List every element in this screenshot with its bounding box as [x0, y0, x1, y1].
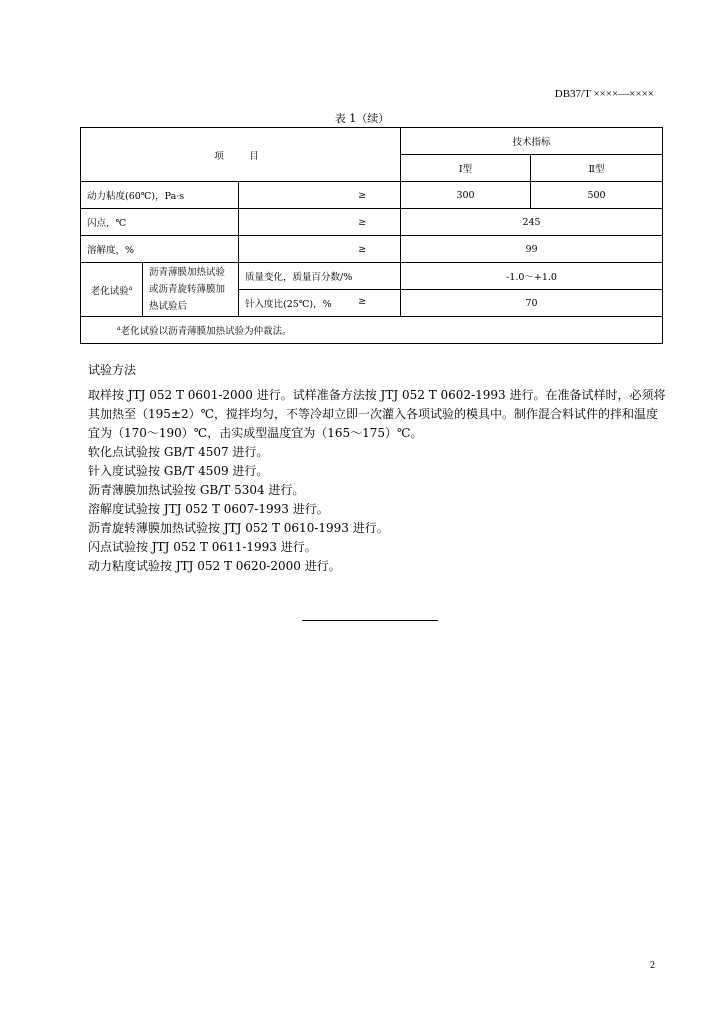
paragraph: 软化点试验按 GB/T 4507 进行。 [88, 445, 269, 459]
test-methods-body [88, 386, 668, 576]
aging-method: 沥青薄膜加热试验或沥青旋转薄膜加热试验后 [143, 263, 239, 317]
document-code: DB37/T ××××—×××× [554, 88, 654, 100]
solubility-value: 99 [401, 236, 663, 263]
footnote-sup: a [117, 324, 121, 332]
aging-label-sup: a [128, 284, 133, 292]
penetration-ratio-text: 针入度比(25℃)，% [245, 299, 332, 310]
mass-change-value: -1.0～+1.0 [401, 263, 663, 290]
viscosity-label: 动力粘度(60℃)，Pa·s [81, 182, 239, 209]
paragraph: 针入度试验按 GB/T 4509 进行。 [88, 464, 269, 478]
flash-op: ≥ [239, 209, 401, 236]
section-heading: 试验方法 [88, 363, 137, 377]
flash-value: 245 [401, 209, 663, 236]
solubility-label: 溶解度，% [81, 236, 239, 263]
aging-label [81, 263, 143, 317]
item-header: 项 目 [81, 128, 401, 182]
viscosity-type1: 300 [401, 182, 531, 209]
flash-label: 闪点，℃ [81, 209, 239, 236]
paragraph: 溶解度试验按 JTJ 052 T 0607-1993 进行。 [88, 502, 329, 516]
table-header-row [81, 128, 663, 155]
table-row [81, 263, 663, 290]
paragraph: 取样按 JTJ 052 T 0601-2000 进行。试样准备方法按 JTJ 052 T 0602-1993 进行。在准备试样时，必须将其加热至（195±2）℃，搅拌均匀，不等冷却立即一次灌入各项试验的模具中。制作混合料试件的拌和温度宜为（170～190）℃，击实成型温度宜为（165～175）℃。 [88, 388, 666, 440]
table-row [81, 236, 663, 263]
solubility-op: ≥ [239, 236, 401, 263]
end-rule [302, 620, 438, 621]
paragraph: 沥青薄膜加热试验按 GB/T 5304 进行。 [88, 483, 305, 497]
type2-header: Ⅱ型 [531, 155, 663, 182]
penetration-ratio-op: ≥ [358, 296, 367, 307]
aging-label-text: 老化试验 [90, 285, 129, 297]
paragraph: 沥青旋转薄膜加热试验按 JTJ 052 T 0610-1993 进行。 [88, 521, 389, 535]
footnote-text: 老化试验以沥青薄膜加热试验为仲裁法。 [120, 326, 292, 337]
paragraph: 闪点试验按 JTJ 052 T 0611-1993 进行。 [88, 540, 317, 554]
table-row [81, 209, 663, 236]
page-number: 2 [650, 960, 655, 971]
type1-header: Ⅰ型 [401, 155, 531, 182]
mass-change-label: 质量变化，质量百分数/% [239, 263, 401, 290]
viscosity-type2: 500 [531, 182, 663, 209]
table-caption: 表 1（续） [334, 112, 390, 125]
table-footnote-row [81, 317, 663, 344]
penetration-ratio-label [239, 290, 401, 317]
table-footnote [81, 317, 663, 344]
tech-header: 技术指标 [401, 128, 663, 155]
table-row [81, 182, 663, 209]
paragraph: 动力粘度试验按 JTJ 052 T 0620-2000 进行。 [88, 559, 341, 573]
spec-table [80, 127, 663, 344]
viscosity-op: ≥ [239, 182, 401, 209]
penetration-ratio-value: 70 [401, 290, 663, 317]
